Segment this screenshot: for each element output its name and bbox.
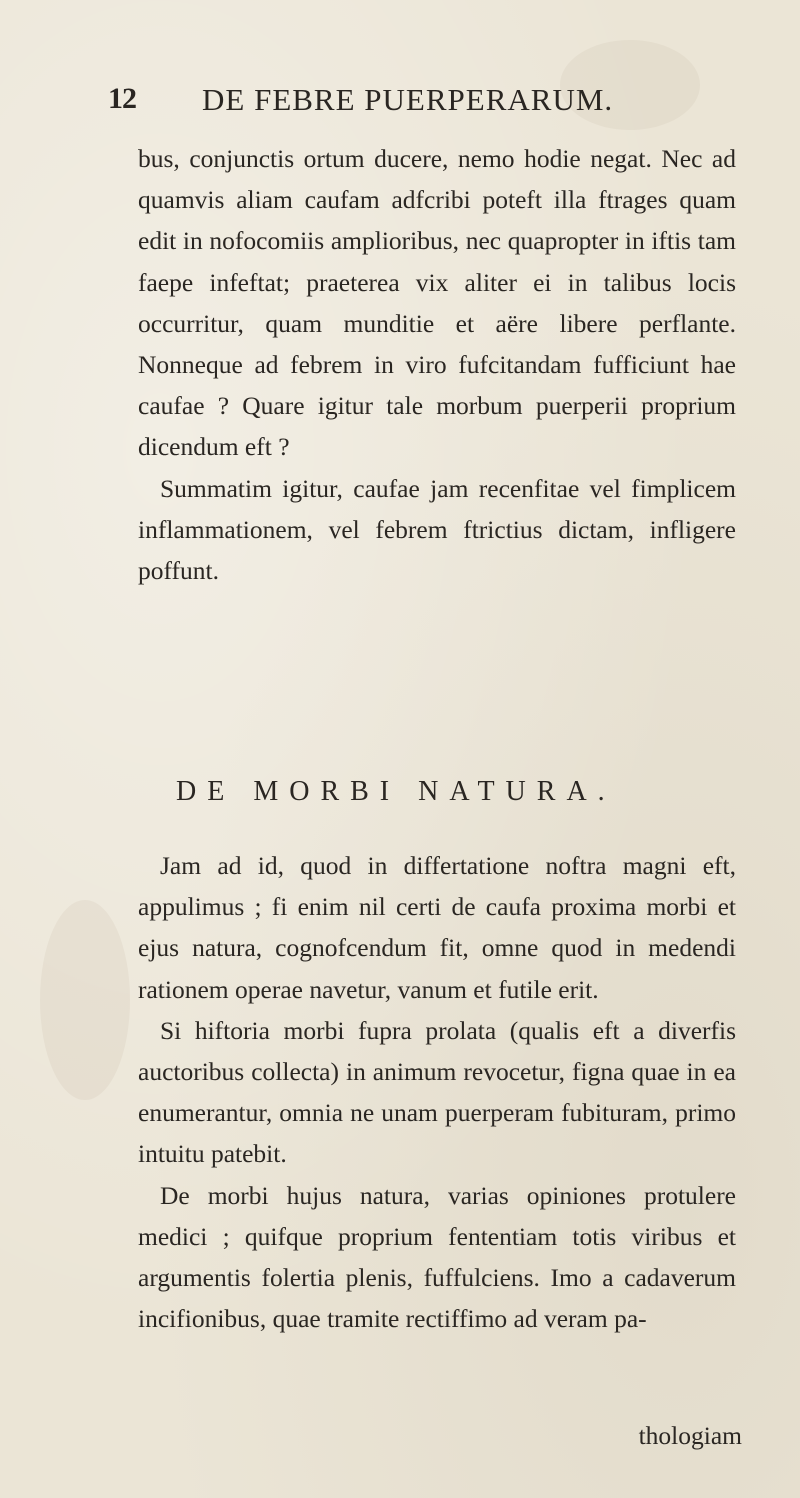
paragraph: De morbi hujus natura, varias opiniones protulere medici ; quifque proprium fententiam totis viribus et argumentis folertia plenis, fuffulciens. Imo a cadaverum incifionibus, quae tramite rectiffimo ad veram pa- bbox=[138, 1180, 736, 1334]
running-title: DE FEBRE PUERPERARUM. bbox=[202, 82, 614, 117]
paragraph: Jam ad id, quod in differtatione noftra magni eft, appulimus ; fi enim nil certi de caufa proxima morbi et ejus natura, cognofcendum fit, omne quod in medendi rationem operae navetur, vanum et futile erit. bbox=[138, 851, 736, 1004]
page-header bbox=[108, 78, 728, 128]
text-block-natura bbox=[138, 845, 736, 1339]
text-block-intro bbox=[138, 138, 736, 591]
catchword: thologiam bbox=[638, 1421, 742, 1450]
paragraph: Summatim igitur, caufae jam recenfitae vel fimplicem inflammationem, vel febrem ftrictius dictam, infligere poffunt. bbox=[138, 473, 736, 586]
paragraph: Si hiftoria morbi fupra prolata (qualis eft a diverfis auctoribus collecta) in animum revocetur, figna quae in ea enumerantur, omnia ne unam puerperam fubituram, primo intuitu patebit. bbox=[138, 1015, 736, 1169]
paper-stain bbox=[40, 900, 130, 1100]
section-heading: DE MORBI NATURA. bbox=[176, 776, 616, 807]
paragraph: bus, conjunctis ortum ducere, nemo hodie negat. Nec ad quamvis aliam caufam adfcribi poteft illa ftrages quam edit in nofocomiis amplioribus, nec quapropter in iftis tam faepe infeftat; praeterea vix aliter ei in talibus locis occurritur, quam munditie et aëre libere perflante. Nonneque ad febrem in viro fufcitandam fufficiunt hae caufae ? Quare igitur tale morbum puerperii proprium dicendum eft ? bbox=[138, 144, 736, 462]
page-number: 12 bbox=[108, 82, 136, 115]
